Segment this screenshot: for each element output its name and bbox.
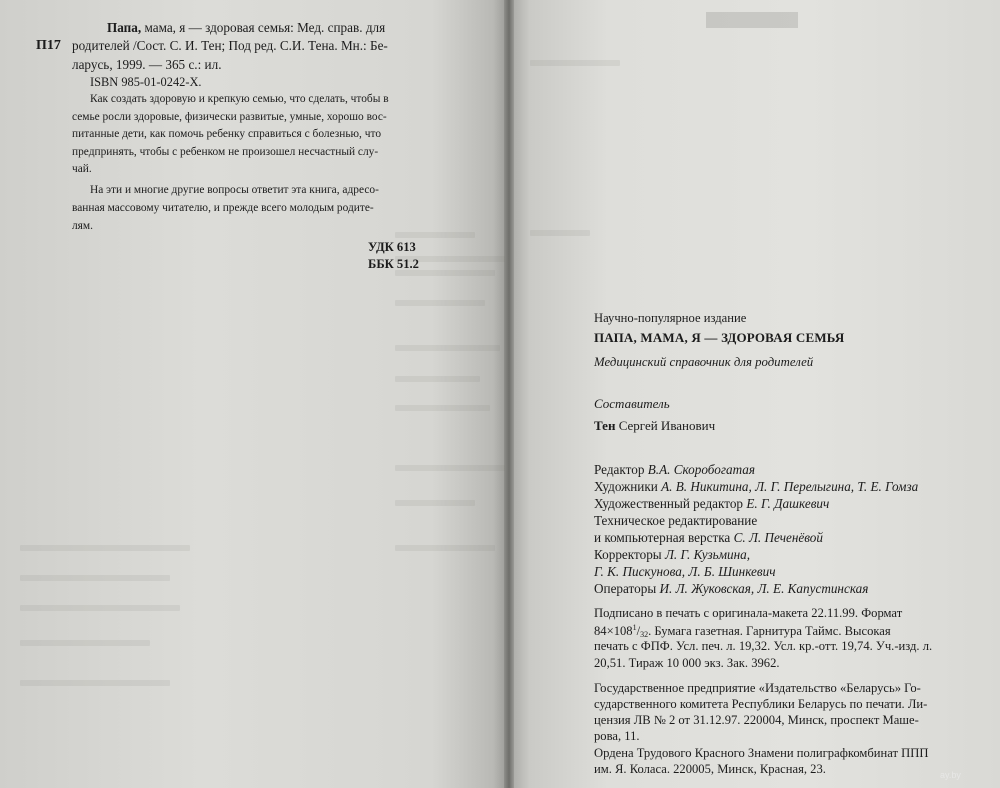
format-denominator: 32 <box>640 630 649 639</box>
bbk-code: ББК 51.2 <box>368 257 419 271</box>
credit-line-artists <box>594 479 918 495</box>
udc-code: УДК 613 <box>368 240 416 254</box>
annotation2-line-1: На эти и многие другие вопросы ответит эта книга, адресо- <box>90 184 379 196</box>
credit-line-proofreaders-cont: Г. К. Пискунова, Л. Б. Шинкевич <box>594 564 776 579</box>
credit-role: Художественный редактор <box>594 496 744 511</box>
format-value: 84×108 <box>594 624 633 638</box>
compiler-surname: Тен <box>594 418 616 433</box>
bib-line-3: ларусь, 1999. — 365 с.: ил. <box>72 57 222 72</box>
annotation2-line-2: ванная массовому читателю, и прежде всего молодым родите- <box>72 202 374 214</box>
credit-line-art-editor <box>594 496 829 512</box>
publisher-line-4: рова, 11. <box>594 729 640 743</box>
print-info-line-1: Подписано в печать с оригинала-макета 22.11.99. Формат <box>594 606 903 620</box>
credit-line-layout <box>594 530 823 546</box>
credit-role: Редактор <box>594 462 645 477</box>
credit-role: Операторы <box>594 581 657 596</box>
annotation-line-1: Как создать здоровую и крепкую семью, что сделать, чтобы в <box>90 93 389 105</box>
book-subtitle: Медицинский справочник для родителей <box>594 355 814 369</box>
annotation-line-2: семье росли здоровые, физически развитые, умные, хорошо вос- <box>72 111 387 123</box>
site-watermark: ay.by <box>940 770 961 780</box>
compiler <box>594 418 715 434</box>
bib-line-2: родителей /Сост. С. И. Тен; Под ред. С.И. Тена. Мн.: Бе- <box>72 38 388 53</box>
credit-names: Л. Г. Кузьмина, <box>664 547 751 562</box>
format-numerator: 1 <box>632 623 637 632</box>
publisher-line-1: Государственное предприятие «Издательство «Беларусь» Го- <box>594 681 921 695</box>
print-info-line-2-rest: . Бумага газетная. Гарнитура Таймс. Высокая <box>648 624 891 638</box>
annotation-line-3: питанные дети, как помочь ребенку справиться с болезнью, что <box>72 128 382 140</box>
credit-role: Художники <box>594 479 658 494</box>
credit-role: и компьютерная верстка <box>594 530 731 545</box>
book-title: ПАПА, МАМА, Я — ЗДОРОВАЯ СЕМЬЯ <box>594 330 845 345</box>
credit-names: В.А. Скоробогатая <box>647 462 755 477</box>
print-info-line-3: печать с ФПФ. Усл. печ. л. 19,32. Усл. кр.-отт. 19,74. Уч.-изд. л. <box>594 639 933 653</box>
annotation-line-5: чай. <box>72 163 92 175</box>
compiler-name: Сергей Иванович <box>618 418 716 433</box>
publisher-line-3: цензия ЛВ № 2 от 31.12.97. 220004, Минск, проспект Маше- <box>594 713 919 727</box>
credit-line-editor <box>594 462 755 478</box>
printer-line-2: им. Я. Коласа. 220005, Минск, Красная, 23. <box>594 762 826 776</box>
credit-line-tech-editing <box>594 513 757 529</box>
credit-line-operators <box>594 581 868 597</box>
bib-line-1 <box>107 20 385 36</box>
edition-type: Научно-популярное издание <box>594 311 747 325</box>
credit-role: Техническое редактирование <box>594 513 758 528</box>
credit-role: Корректоры <box>594 547 662 562</box>
bib-line-1-text: мама, я — здоровая семья: Мед. справ. для <box>141 20 386 35</box>
printer-line-1: Ордена Трудового Красного Знамени полиграфкомбинат ППП <box>594 746 929 760</box>
credit-names: И. Л. Жуковская, Л. Е. Капустинская <box>659 581 869 596</box>
annotation2-line-3: лям. <box>72 220 93 232</box>
publisher-line-2: сударственного комитета Республики Беларусь по печати. Ли- <box>594 697 928 711</box>
isbn: ISBN 985-01-0242-X. <box>90 75 202 89</box>
bib-title-bold: Папа, <box>107 20 142 35</box>
print-info-line-4: 20,51. Тираж 10 000 экз. Зак. 3962. <box>594 656 780 670</box>
annotation-line-4: предпринять, чтобы с ребенком не произошел несчастный слу- <box>72 146 379 158</box>
credit-names: С. Л. Печенёвой <box>733 530 823 545</box>
print-info-line-2: $84\times 108^1/_{32}$. Бумага газетная. Гарнитура Таймс. Высокая <box>594 623 891 639</box>
credit-names: Е. Г. Дашкевич <box>746 496 830 511</box>
compiler-label: Составитель <box>594 396 670 411</box>
credit-names: А. В. Никитина, Л. Г. Перелыгина, Т. Е. Гомза <box>661 479 919 494</box>
book-spine <box>504 0 514 788</box>
catalog-code: П17 <box>36 38 61 53</box>
credit-line-proofreaders <box>594 547 750 563</box>
